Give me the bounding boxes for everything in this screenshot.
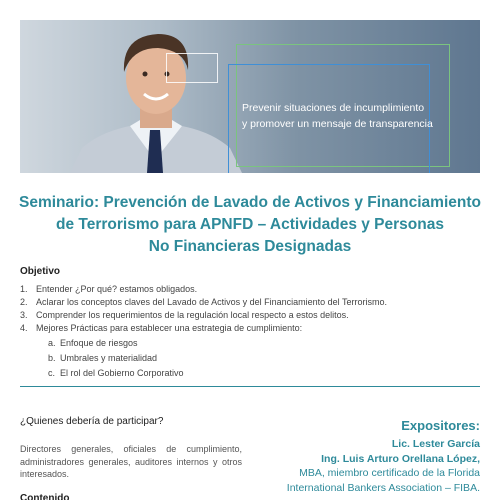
list-number: 4. <box>20 323 28 333</box>
banner-tagline <box>242 100 442 132</box>
hero-banner <box>20 20 480 173</box>
sub-list-text: El rol del Gobierno Corporativo <box>60 368 184 378</box>
sub-list-item <box>48 366 480 381</box>
section-divider <box>20 386 480 387</box>
contenido-heading: Contenido <box>20 493 70 500</box>
speaker-desc-line-1: MBA, miembro certificado de la Florida <box>299 467 480 479</box>
sub-list <box>48 336 480 381</box>
list-item <box>20 322 480 335</box>
sub-list-item <box>48 336 480 351</box>
list-text: Aclarar los conceptos claves del Lavado de Activos y del Financiamiento del Terrorismo. <box>36 297 388 307</box>
businessman-photo <box>60 20 250 173</box>
participants-text: Directores generales, oficiales de cumplimiento, administradores generales, auditores internos y otros interesados. <box>20 444 242 479</box>
speaker-name-2: Ing. Luis Arturo Orellana López, <box>321 452 480 465</box>
speaker-name-1: Lic. Lester García <box>391 438 480 450</box>
objetivo-list <box>20 283 480 381</box>
sub-list-item <box>48 351 480 366</box>
list-item <box>20 309 480 322</box>
participants-heading: ¿Quienes debería de participar? <box>20 416 164 427</box>
tagline-line-1: Prevenir situaciones de incumplimiento <box>242 102 425 114</box>
seminar-title <box>10 192 490 258</box>
sub-list-letter: b. <box>48 353 56 363</box>
list-text: Comprender los requerimientos de la regulación local respecto a estos delitos. <box>36 310 349 320</box>
list-item <box>20 283 480 296</box>
objetivo-heading: Objetivo <box>20 266 61 277</box>
decorative-frame-white <box>166 53 218 83</box>
title-line-3: No Financieras Designadas <box>148 238 352 255</box>
speaker-desc-line-2: International Bankers Association – FIBA. <box>286 481 480 494</box>
list-text: Entender ¿Por qué? estamos obligados. <box>36 284 198 294</box>
sub-list-text: Umbrales y materialidad <box>60 353 158 363</box>
tagline-line-2: y promover un mensaje de transparencia <box>242 118 433 130</box>
list-item <box>20 296 480 309</box>
title-line-2: de Terrorismo para APNFD – Actividades y Personas <box>56 216 444 233</box>
title-line-1: Seminario: Prevención de Lavado de Activos y Financiamiento <box>19 194 481 211</box>
sub-list-text: Enfoque de riesgos <box>60 338 138 348</box>
list-number: 2. <box>20 297 28 307</box>
list-number: 3. <box>20 310 28 320</box>
sub-list-letter: a. <box>48 338 56 348</box>
list-number: 1. <box>20 284 28 294</box>
sub-list-letter: c. <box>48 368 56 378</box>
speakers-block <box>230 437 480 495</box>
speakers-heading: Expositores: <box>401 418 480 433</box>
list-text: Mejores Prácticas para establecer una estrategia de cumplimiento: <box>36 323 303 333</box>
